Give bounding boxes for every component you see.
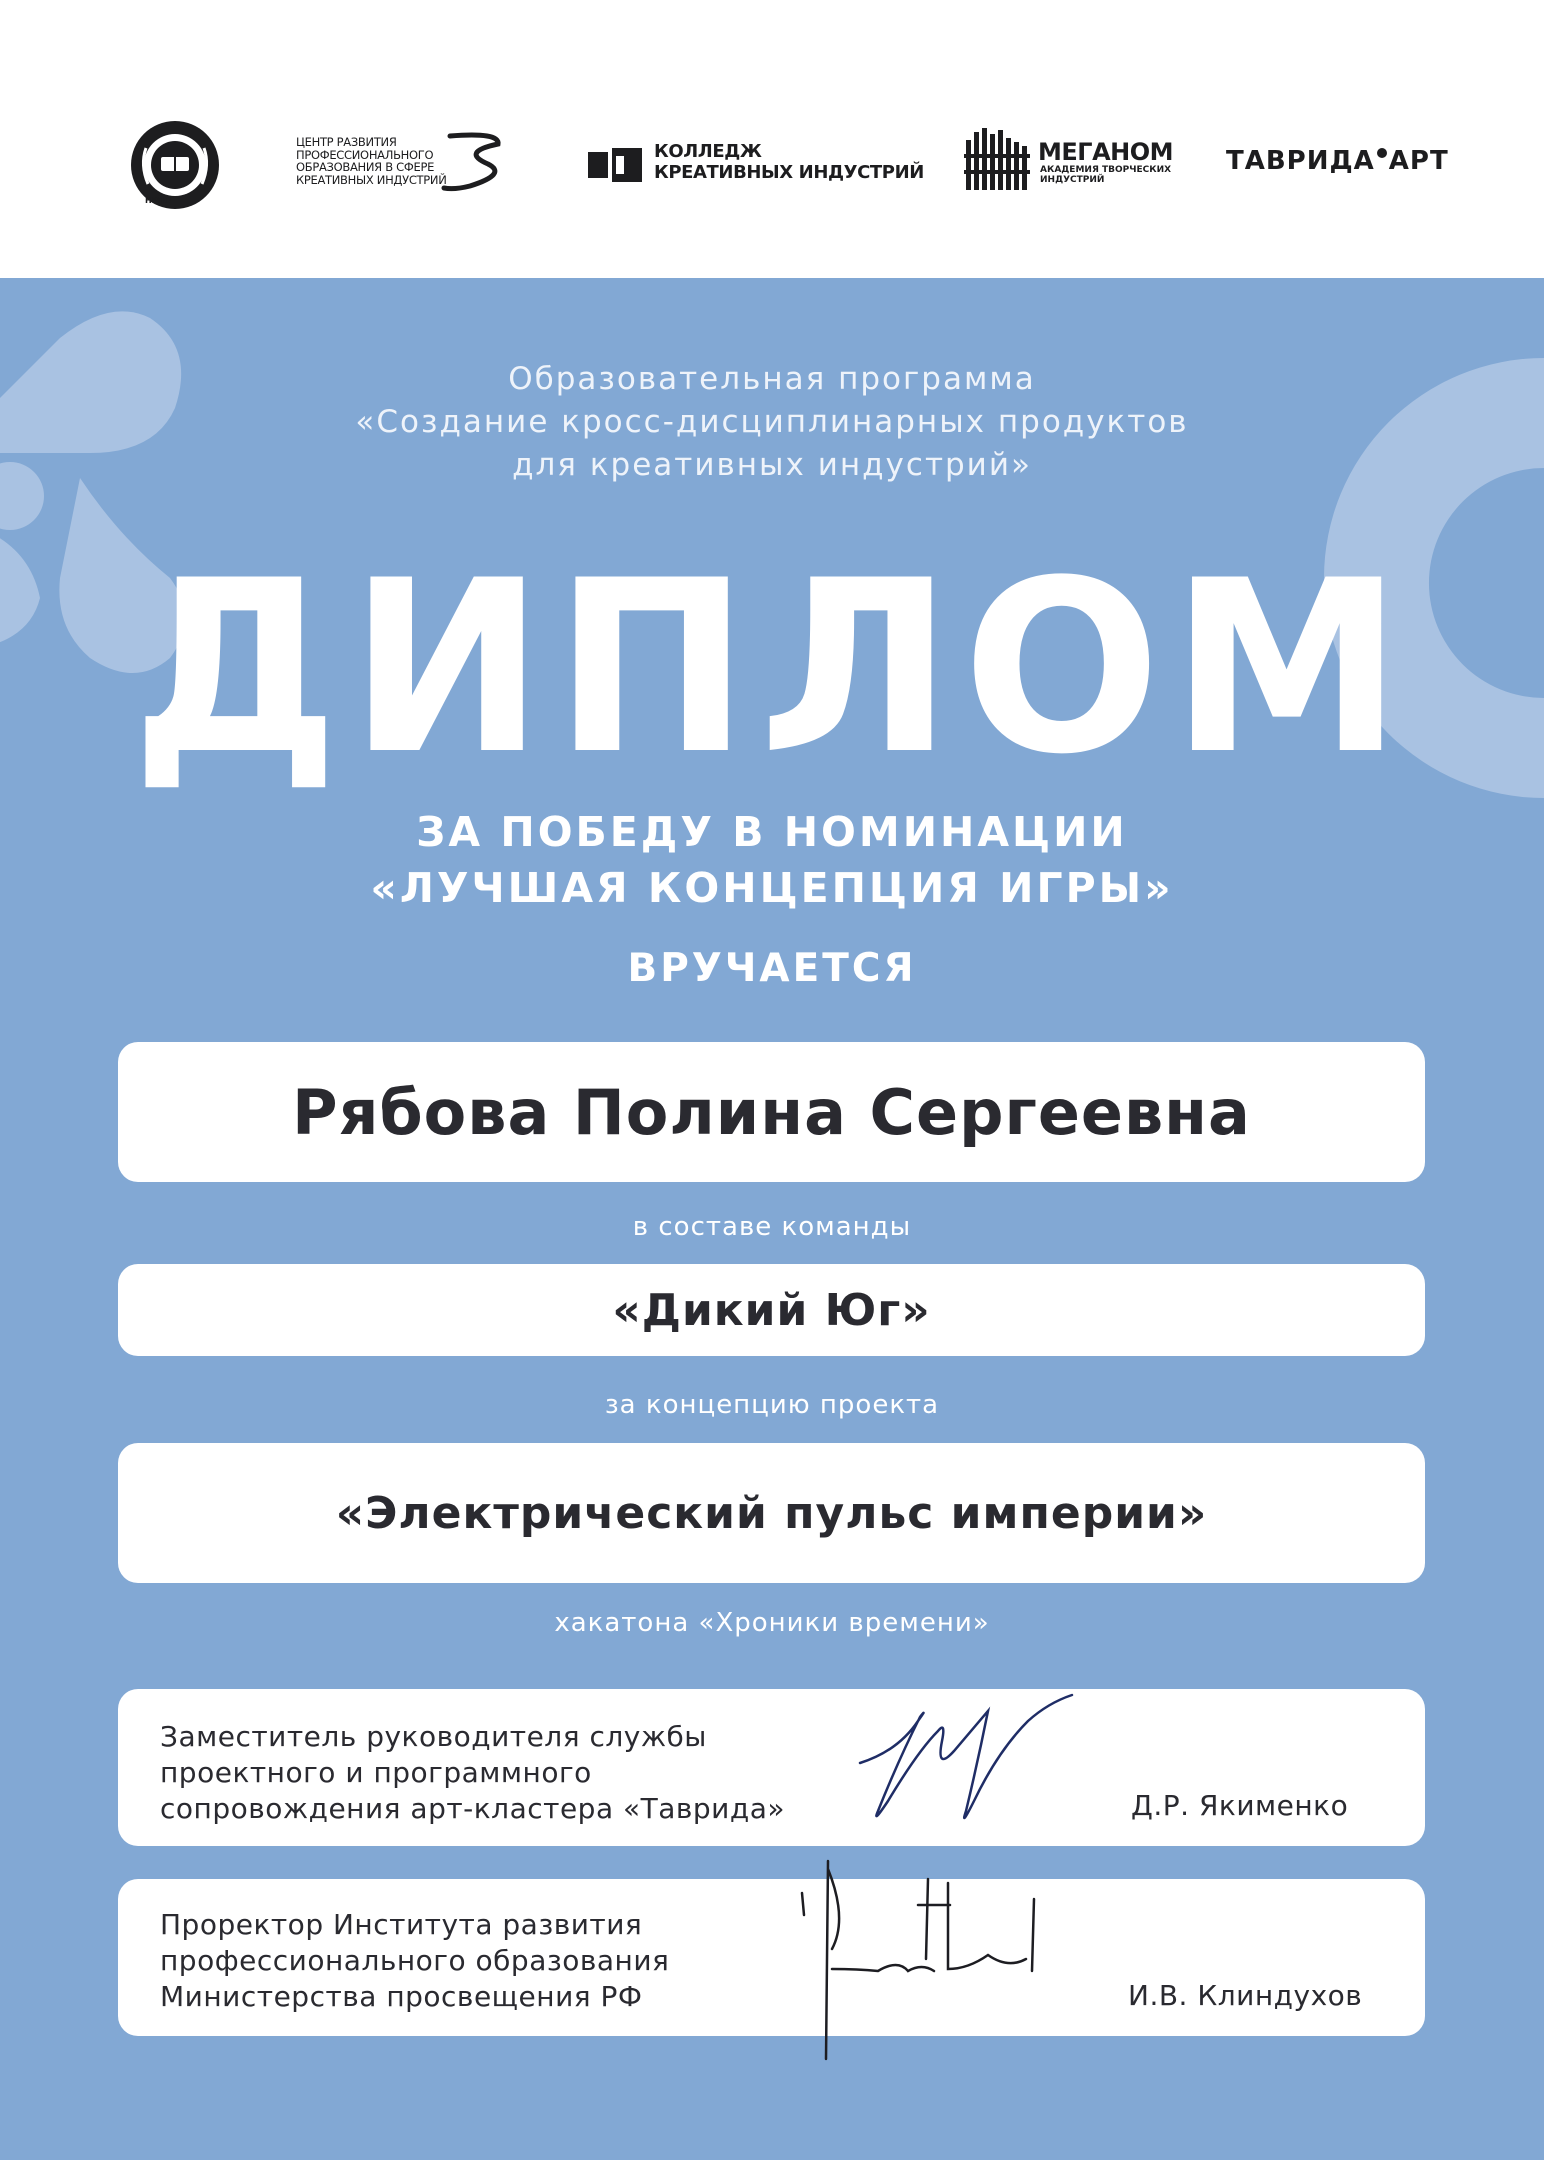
signatory-2-name: И.В. Клиндухов — [1128, 1979, 1363, 2012]
recipient-box — [118, 1042, 1425, 1182]
signatory-2-position-line-2: профессионального образования — [160, 1944, 670, 1977]
signature-2 — [798, 1859, 1058, 2079]
signatory-2-position-line-1: Проректор Института развития — [160, 1908, 643, 1941]
logo-header — [0, 0, 1544, 278]
signatory-1-position-line-3: сопровождения арт-кластера «Таврида» — [160, 1792, 786, 1825]
signature-1 — [858, 1681, 1078, 1831]
program-line-1: Образовательная программа — [508, 361, 1036, 397]
signatory-2-position-line-3: Министерства просвещения РФ — [160, 1980, 643, 2013]
signatory-1-position-line-1: Заместитель руководителя службы — [160, 1720, 707, 1753]
team-name: «Дикий Юг» — [612, 1284, 931, 1336]
nrpo-emblem-logo — [128, 118, 222, 212]
program-line-3: для креативных индустрий» — [512, 447, 1032, 483]
diploma-body — [0, 278, 1544, 2160]
nomination-line-2: «ЛУЧШАЯ КОНЦЕПЦИЯ ИГРЫ» — [370, 864, 1174, 912]
presented-label: ВРУЧАЕТСЯ — [627, 946, 917, 991]
tavrida-logo-dot-icon — [1377, 148, 1387, 158]
signatory-1-position — [160, 1719, 785, 1827]
project-box — [118, 1443, 1425, 1583]
nomination-line-1: ЗА ПОБЕДУ В НОМИНАЦИИ — [416, 808, 1128, 856]
recipient-name: Рябова Полина Сергеевна — [292, 1075, 1251, 1149]
nrpo-logo-text: НРПО — [144, 196, 172, 205]
tavrida-logo-word: ТАВРИДА — [1226, 146, 1375, 176]
college-logo-text: КОЛЛЕДЖ КРЕАТИВНЫХ ИНДУСТРИЙ — [654, 141, 924, 183]
nomination-text — [0, 804, 1544, 916]
program-description — [0, 358, 1544, 487]
hackathon-caption: хакатона «Хроники времени» — [554, 1608, 990, 1638]
meganom-logo-subtitle: АКАДЕМИЯ ТВОРЧЕСКИХ ИНДУСТРИЙ — [1040, 165, 1172, 185]
art-logo-word: АРТ — [1388, 146, 1449, 176]
tavrida-art-logo — [1226, 146, 1449, 176]
meganom-logo-title: МЕГАНОМ — [1038, 138, 1174, 166]
signatory-2-position — [160, 1907, 669, 2015]
signatory-1-name: Д.Р. Якименко — [1131, 1789, 1349, 1822]
signatory-box-1 — [118, 1689, 1425, 1846]
team-box — [118, 1264, 1425, 1356]
signatory-1-position-line-2: проектного и программного — [160, 1756, 592, 1789]
meganom-logo-mark — [964, 126, 1034, 192]
college-logo-mark — [588, 148, 642, 182]
center-logo-text: ЦЕНТР РАЗВИТИЯ ПРОФЕССИОНАЛЬНОГО ОБРАЗОВАНИЯ В СФЕРЕ КРЕАТИВНЫХ ИНДУСТРИЙ — [296, 135, 447, 187]
team-caption: в составе команды — [632, 1212, 912, 1242]
center-wave-logo — [440, 130, 512, 194]
project-caption: за концепцию проекта — [604, 1390, 940, 1420]
signatory-box-2 — [118, 1879, 1425, 2036]
program-line-2: «Создание кросс-дисциплинарных продуктов — [355, 404, 1189, 440]
project-name: «Электрический пульс империи» — [335, 1487, 1208, 1539]
diploma-title: ДИПЛОМ — [131, 530, 1413, 807]
